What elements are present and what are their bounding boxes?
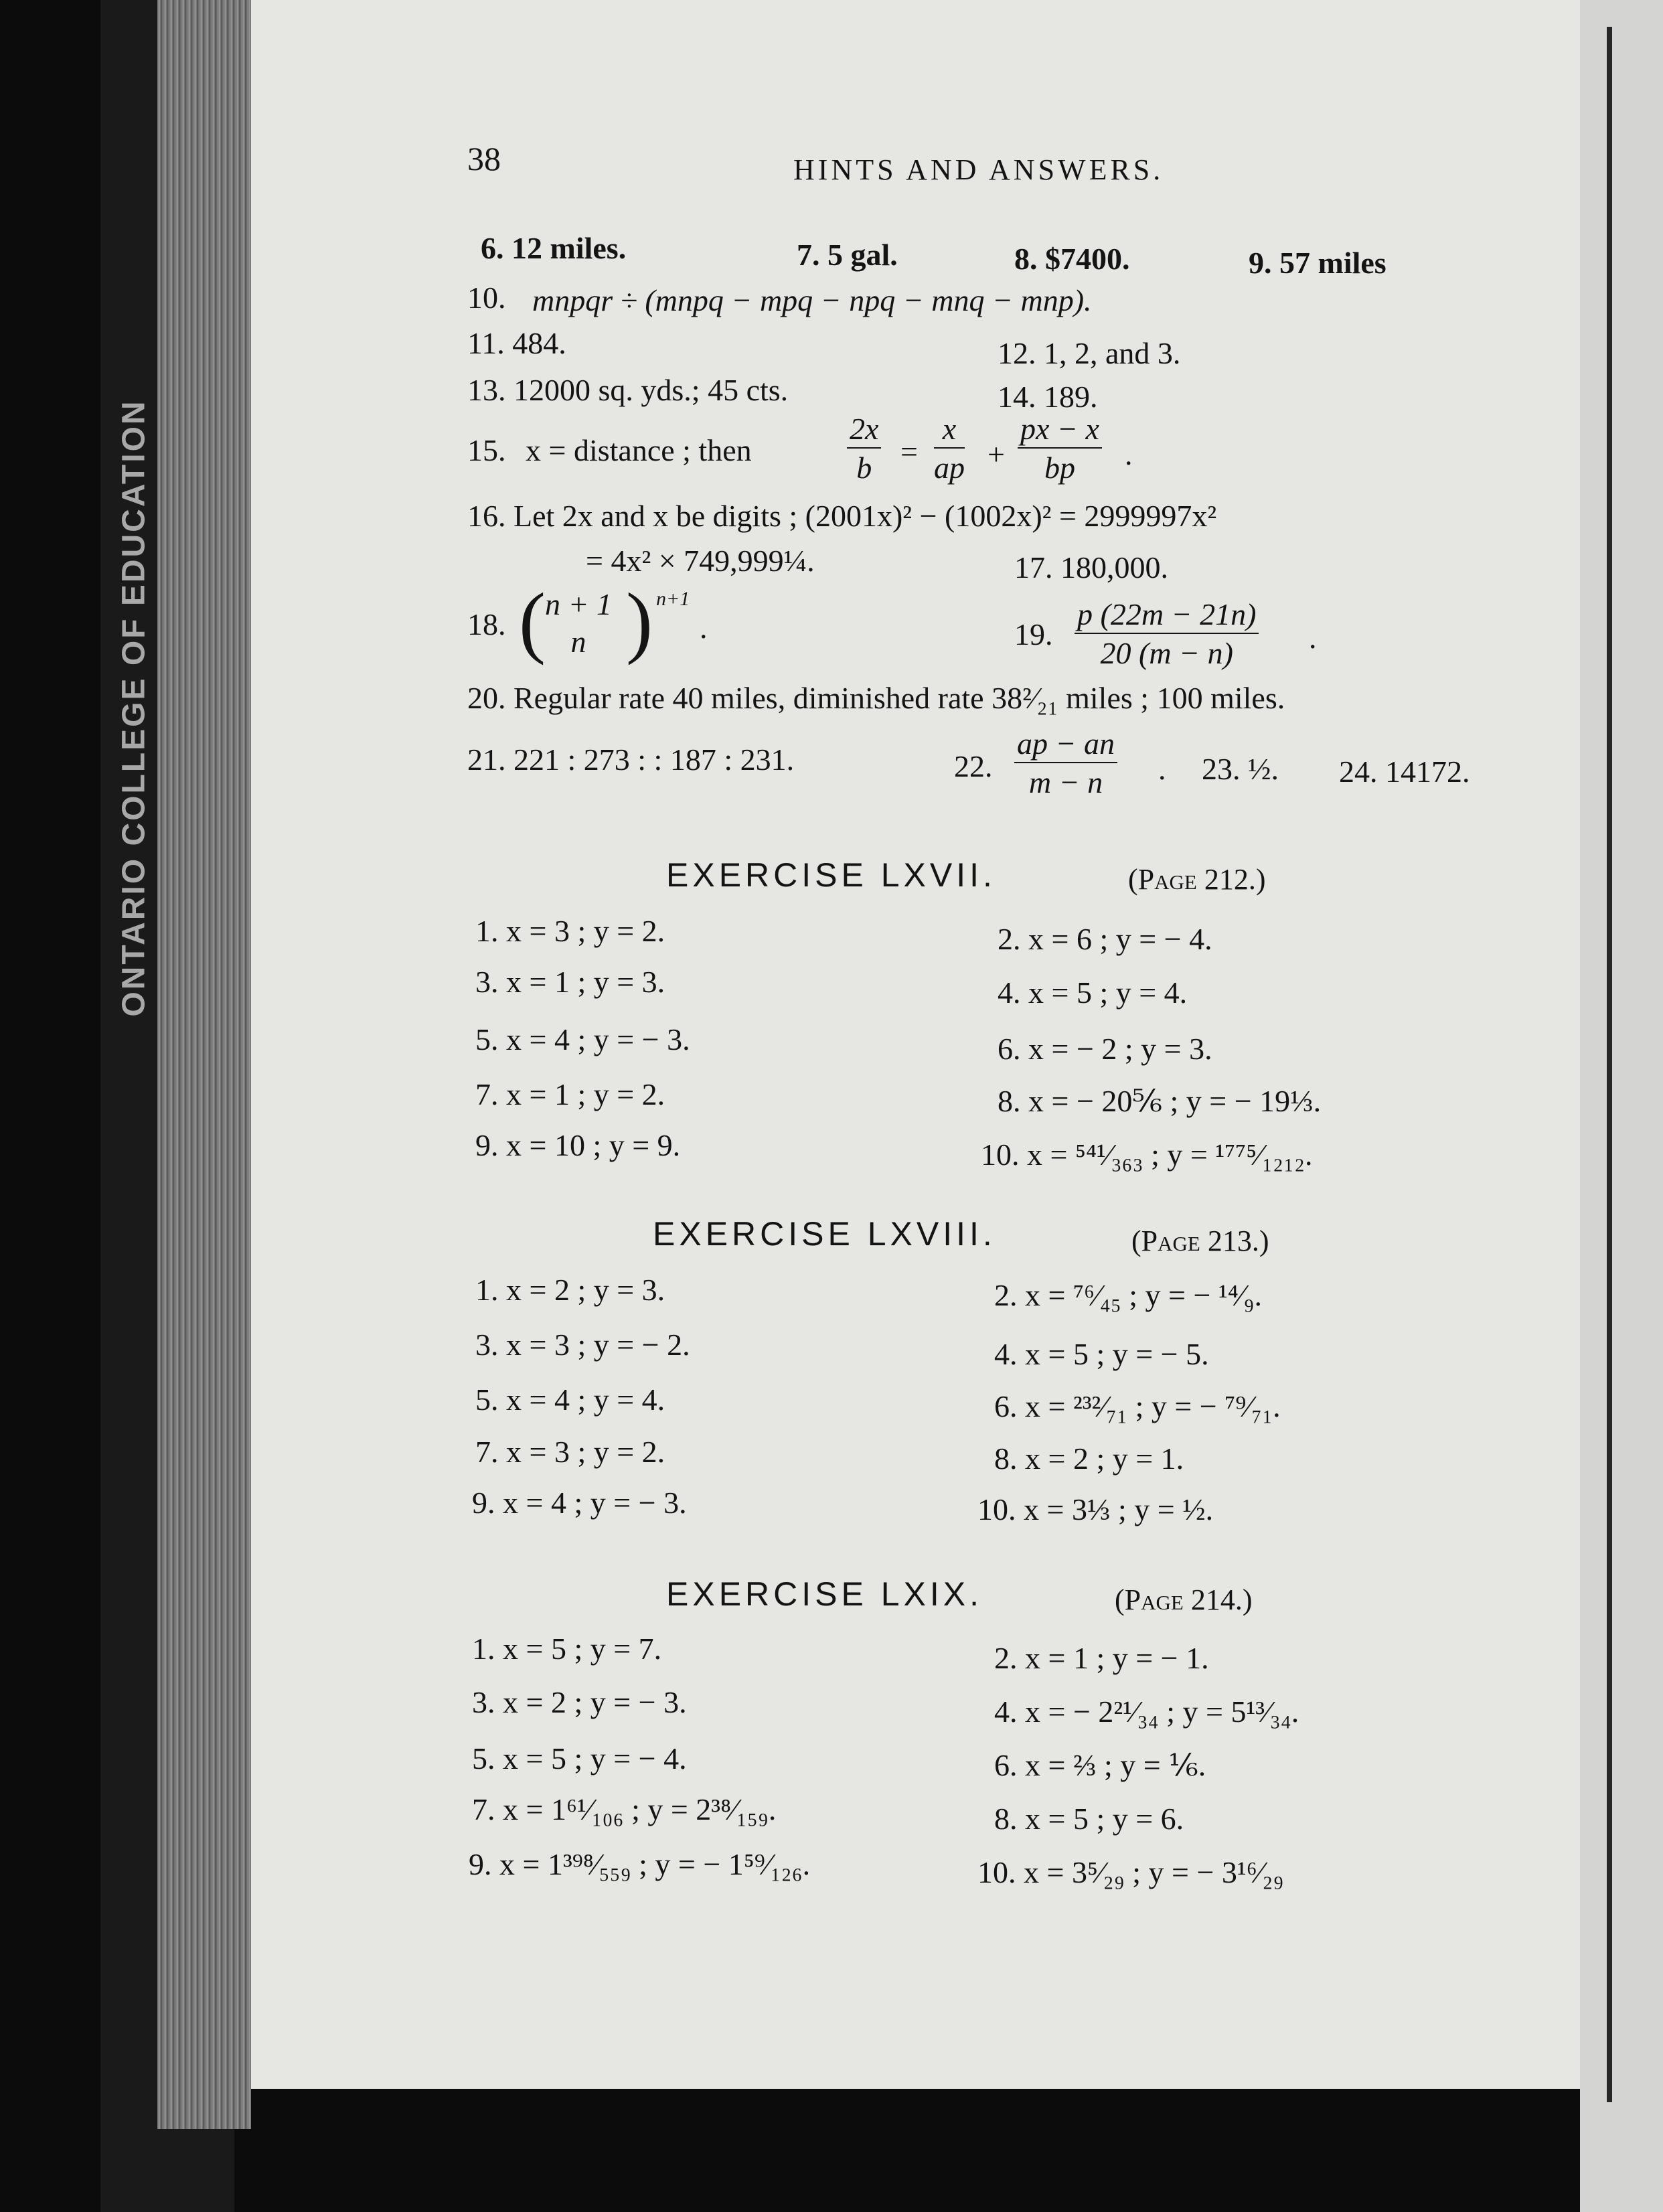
exercise-lxvii-right-2: 2. x = 6 ; y = − 4. bbox=[998, 922, 1212, 956]
exercise-lxvii-left-7: 7. x = 1 ; y = 2. bbox=[475, 1077, 665, 1111]
page-number: 38 bbox=[467, 140, 501, 177]
answer-12: 12. 1, 2, and 3. bbox=[998, 336, 1181, 370]
exercise-lxix-right-2: 2. x = 1 ; y = − 1. bbox=[994, 1641, 1209, 1675]
exercise-lxviii-left-5: 5. x = 4 ; y = 4. bbox=[475, 1382, 665, 1417]
exercise-lxvii-left-9: 9. x = 10 ; y = 9. bbox=[475, 1128, 681, 1162]
exercise-lxix-title: EXERCISE LXIX. bbox=[666, 1575, 983, 1613]
answer-23: 23. ½. bbox=[1202, 752, 1279, 786]
exercise-lxvii-right-4: 4. x = 5 ; y = 4. bbox=[998, 975, 1188, 1010]
answer-16-line-2: = 4x² × 749,999¼. bbox=[586, 544, 815, 578]
exercise-lxviii-right-8: 8. x = 2 ; y = 1. bbox=[994, 1441, 1184, 1476]
answer-18-period: . bbox=[700, 611, 708, 645]
page-edges bbox=[157, 0, 251, 2129]
exercise-lxviii-right-2: 2. x = ⁷⁶⁄₄₅ ; y = − ¹⁴⁄₉. bbox=[994, 1278, 1262, 1312]
answer-15-lead: x = distance ; then bbox=[526, 433, 752, 467]
answer-15-period: . bbox=[1125, 437, 1133, 471]
exercise-lxviii-title: EXERCISE LXVIII. bbox=[653, 1215, 996, 1253]
spine-stamp: ONTARIO COLLEGE OF EDUCATION bbox=[116, 399, 152, 1017]
exercise-lxvii-left-5: 5. x = 4 ; y = − 3. bbox=[475, 1022, 690, 1056]
exercise-lxviii-left-1: 1. x = 2 ; y = 3. bbox=[475, 1273, 665, 1307]
exercise-lxvii-right-8: 8. x = − 20⅚ ; y = − 19⅓. bbox=[998, 1084, 1322, 1118]
exercise-lxvii-page-ref: (Page 212.) bbox=[1128, 863, 1266, 896]
exercise-lxix-left-1: 1. x = 5 ; y = 7. bbox=[472, 1632, 662, 1666]
exercise-lxviii-left-3: 3. x = 3 ; y = − 2. bbox=[475, 1328, 690, 1362]
answer-6: 6. 12 miles. bbox=[481, 231, 627, 265]
answer-14: 14. 189. bbox=[998, 380, 1098, 414]
exercise-lxix-left-7: 7. x = 1⁶¹⁄₁₀₆ ; y = 2³⁸⁄₁₅₉. bbox=[472, 1792, 777, 1826]
exercise-lxviii-page-ref: (Page 213.) bbox=[1131, 1224, 1269, 1257]
answer-10-number: 10. bbox=[467, 281, 506, 315]
exercise-lxix-right-8: 8. x = 5 ; y = 6. bbox=[994, 1802, 1184, 1836]
answer-20: 20. Regular rate 40 miles, diminished rate 38²⁄₂₁ miles ; 100 miles. bbox=[467, 681, 1285, 715]
answer-24: 24. 14172. bbox=[1339, 755, 1470, 789]
exercise-lxix-left-3: 3. x = 2 ; y = − 3. bbox=[472, 1685, 687, 1719]
exercise-lxix-left-5: 5. x = 5 ; y = − 4. bbox=[472, 1741, 687, 1775]
answer-22-period: . bbox=[1158, 752, 1166, 786]
exercise-lxix-page-ref: (Page 214.) bbox=[1115, 1583, 1253, 1616]
facing-page-edge bbox=[1580, 0, 1663, 2212]
exercise-lxix-right-10: 10. x = 3⁵⁄₂₉ ; y = − 3¹⁶⁄₂₉ bbox=[977, 1855, 1284, 1889]
page bbox=[251, 0, 1580, 2089]
answer-19-fraction: $\frac{p (22m - 21n)}{20 (m - n)}$ bbox=[1075, 599, 1259, 669]
exercise-lxvii-right-6: 6. x = − 2 ; y = 3. bbox=[998, 1032, 1212, 1066]
answer-15-plus: + bbox=[987, 437, 1005, 471]
exercise-lxviii-right-6: 6. x = ²³²⁄₇₁ ; y = − ⁷⁹⁄₇₁. bbox=[994, 1389, 1281, 1423]
exercise-lxvii-right-10: 10. x = ⁵⁴¹⁄₃₆₃ ; y = ¹⁷⁷⁵⁄₁₂₁₂. bbox=[981, 1137, 1313, 1172]
answer-11: 11. 484. bbox=[467, 326, 566, 360]
exercise-lxvii-title: EXERCISE LXVII. bbox=[666, 856, 996, 894]
exercise-lxviii-left-9: 9. x = 4 ; y = − 3. bbox=[472, 1486, 687, 1520]
answer-22-fraction: $\frac{ap - an}{m - n}$ bbox=[1014, 728, 1117, 798]
answer-9: 9. 57 miles bbox=[1249, 246, 1387, 280]
exercise-lxviii-right-10: 10. x = 3⅓ ; y = ½. bbox=[977, 1492, 1214, 1526]
exercise-lxviii-left-7: 7. x = 3 ; y = 2. bbox=[475, 1435, 665, 1469]
answer-21: 21. 221 : 273 : : 187 : 231. bbox=[467, 742, 795, 777]
answer-17: 17. 180,000. bbox=[1014, 550, 1168, 584]
answer-15-fraction-3: $\frac{px - x}{bp}$ bbox=[1018, 414, 1102, 483]
answer-19-number: 19. bbox=[1014, 617, 1053, 651]
answer-18-exponent: n+1 bbox=[656, 588, 690, 610]
answer-15-fraction-1: $\frac{2x}{b}$ bbox=[847, 414, 881, 483]
answer-7: 7. 5 gal. bbox=[797, 238, 898, 272]
answer-15-equals: = bbox=[900, 434, 918, 469]
answer-18-close-paren: ) bbox=[626, 576, 653, 665]
answer-22-number: 22. bbox=[954, 749, 993, 783]
answer-13: 13. 12000 sq. yds.; 45 cts. bbox=[467, 373, 789, 407]
exercise-lxvii-left-3: 3. x = 1 ; y = 3. bbox=[475, 965, 665, 999]
exercise-lxix-left-9: 9. x = 1³⁹⁸⁄₅₅₉ ; y = − 1⁵⁹⁄₁₂₆. bbox=[469, 1847, 811, 1881]
answer-16-line-1: 16. Let 2x and x be digits ; (2001x)² − (1002x)² = 2999997x² bbox=[467, 499, 1217, 533]
answer-10-expression: mnpqr ÷ (mnpq − mpq − npq − mnq − mnp). bbox=[532, 283, 1092, 317]
exercise-lxvii-left-1: 1. x = 3 ; y = 2. bbox=[475, 914, 665, 948]
exercise-lxviii-right-4: 4. x = 5 ; y = − 5. bbox=[994, 1337, 1209, 1371]
answer-18-open-paren: ( bbox=[519, 576, 546, 665]
answer-19-period: . bbox=[1309, 621, 1317, 655]
running-head: HINTS AND ANSWERS. bbox=[793, 153, 1164, 186]
answer-18-fraction: n + 1 n bbox=[545, 587, 613, 659]
answer-15-fraction-2: $\frac{x}{ap}$ bbox=[934, 412, 965, 485]
exercise-lxix-right-4: 4. x = − 2²¹⁄₃₄ ; y = 5¹³⁄₃₄. bbox=[994, 1694, 1299, 1729]
answer-8: 8. $7400. bbox=[1014, 242, 1130, 276]
exercise-lxix-right-6: 6. x = ⅔ ; y = ⅙. bbox=[994, 1748, 1206, 1782]
answer-18-number: 18. bbox=[467, 607, 506, 641]
answer-15-number: 15. bbox=[467, 433, 506, 467]
